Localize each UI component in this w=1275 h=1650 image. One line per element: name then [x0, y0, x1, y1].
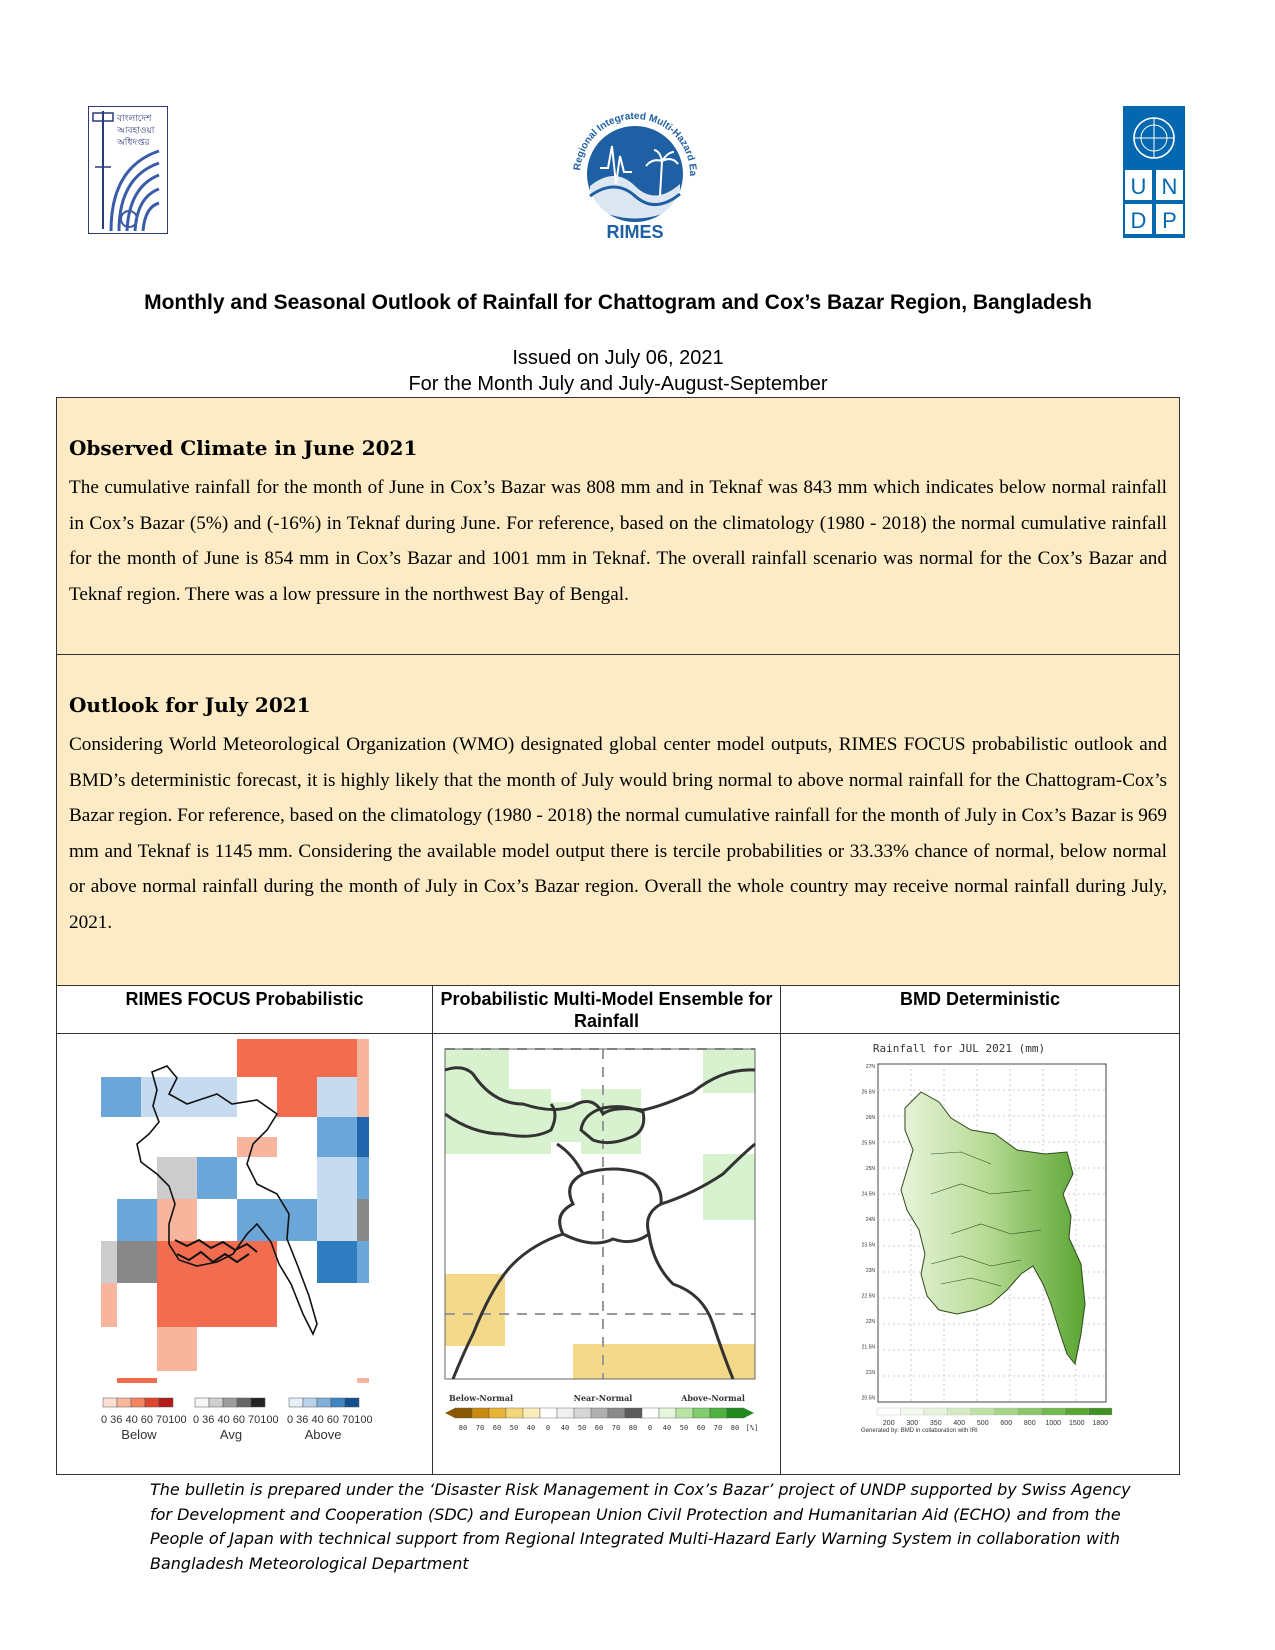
bmd-colorbar-tick: 200 [882, 1420, 895, 1427]
bmd-colorbar-swatch [1018, 1408, 1042, 1415]
bmd-colorbar-tick: 1500 [1068, 1420, 1085, 1427]
bmd-lat-tick: 22.5N [861, 1293, 875, 1300]
bmd-panel-title: BMD Deterministic [781, 986, 1179, 1034]
bmd-lat-tick: 20.5N [861, 1395, 875, 1402]
mme-shaded-areas [445, 1049, 755, 1379]
bmd-lat-tick: 24N [865, 1217, 875, 1223]
undp-letter-d: D [1130, 208, 1147, 233]
bmd-colorbar-tick: 300 [906, 1420, 919, 1427]
focus-legend [101, 1398, 373, 1442]
mme-colorbar-tick: 80 [730, 1424, 740, 1432]
mme-colorbar-tick: 60 [696, 1424, 706, 1432]
mme-panel-title: Probabilistic Multi-Model Ensemble for Rainfall [433, 986, 781, 1034]
mme-colorbar-tick: 80 [628, 1424, 638, 1432]
focus-legend-avg-bar [195, 1398, 265, 1407]
undp-logo-graphic [1123, 106, 1185, 238]
mme-colorbar-arrow-right [744, 1408, 754, 1418]
bmd-lat-tick: 21.5N [861, 1344, 875, 1351]
mme-legend-near-label: Near-Normal [573, 1393, 633, 1403]
mme-colorbar-tick: 60 [594, 1424, 604, 1432]
mme-colorbar-swatch [506, 1408, 523, 1418]
bmd-colorbar [877, 1408, 1112, 1415]
mme-colorbar-tick: 40 [662, 1424, 672, 1432]
bmd-logo-line-1: বাংলাদেশ [117, 114, 152, 124]
focus-legend-above-label: Above [304, 1427, 342, 1442]
mme-colorbar-swatch [642, 1408, 659, 1418]
rimes-logo [560, 106, 710, 246]
bmd-colorbar-swatch [901, 1408, 925, 1415]
undp-letter-n: N [1161, 174, 1178, 199]
observed-body: The cumulative rainfall for the month of June in Cox’s Bazar was 808 mm and in Teknaf was 843 mm which indicates below normal rainfall in Cox’s Bazar (5%) and (-16%) in Teknaf during June. For reference, based on the climatology (1980 - 2018) the normal cumulative rainfall for the month of June is 854 mm in Cox’s Bazar and 1001 mm in Teknaf. The overall rainfall scenario was normal for the Cox’s Bazar and Teknaf region. There was a low pressure in the northwest Bay of Bengal. [69, 477, 1167, 605]
forecast-period: For the Month July and July-August-September [408, 373, 828, 395]
bmd-colorbar-swatch [948, 1408, 972, 1415]
mme-map-cell [433, 1034, 781, 1474]
focus-legend-below-label: Below [121, 1427, 157, 1442]
mme-colorbar-tick: 80 [458, 1424, 468, 1432]
mme-legend [445, 1393, 758, 1432]
undp-letter-u: U [1130, 174, 1147, 199]
bmd-colorbar-tick: 1800 [1092, 1420, 1109, 1427]
mme-colorbar-swatch [727, 1408, 744, 1418]
mme-colorbar-tick: 40 [526, 1424, 536, 1432]
mme-colorbar-tick: 40 [560, 1424, 570, 1432]
bmd-map-cell [781, 1034, 1179, 1474]
mme-colorbar-swatch [625, 1408, 642, 1418]
bmd-colorbar-ticks [883, 1420, 1108, 1427]
mme-colorbar-tick: 50 [679, 1424, 689, 1432]
rimes-logo-graphic [560, 106, 710, 246]
mme-colorbar-swatch [693, 1408, 710, 1418]
mme-colorbar-swatch [710, 1408, 727, 1418]
mme-colorbar-swatch [557, 1408, 574, 1418]
footer-note: The bulletin is prepared under the ‘Disaster Risk Management in Cox’s Bazar’ project of UNDP supported by Swiss Agency for Development and Cooperation (SDC) and European Union Civil Protection and Humanitarian Aid (ECHO) and from the People of Japan with technical support from Regional Integrated Multi-Hazard Early Warning System in collaboration with Bangladesh Meteorological Department [150, 1480, 1131, 1573]
bmd-lat-tick: 26N [865, 1115, 875, 1121]
mme-colorbar-tick: 0 [545, 1424, 551, 1432]
mme-colorbar-swatch [455, 1408, 472, 1418]
mme-legend-above-label: Above-Normal [681, 1393, 745, 1403]
bmd-lat-tick: 27N [865, 1064, 875, 1070]
mme-colorbar-swatch [591, 1408, 608, 1418]
bmd-colorbar-tick: 600 [1000, 1420, 1013, 1427]
focus-grid-cells [101, 1039, 369, 1383]
bmd-latitude-ticks [862, 1064, 876, 1402]
bmd-map-title: Rainfall for JUL 2021 (mm) [872, 1042, 1046, 1055]
issued-date: Issued on July 06, 2021 [512, 347, 724, 369]
focus-legend-avg-ticks: 0 36 40 60 70100 [193, 1414, 279, 1426]
focus-panel-title: RIMES FOCUS Probabilistic [57, 986, 433, 1034]
mme-colorbar-tick: 50 [509, 1424, 519, 1432]
bmd-lat-tick: 22N [865, 1319, 875, 1325]
mme-legend-below-label: Below-Normal [449, 1393, 513, 1403]
bmd-credit: Generated by: BMD in collaboration with IRI [861, 1428, 978, 1434]
bmd-logo-graphic [89, 107, 167, 233]
mme-colorbar-arrow-left [445, 1408, 455, 1418]
bmd-lat-tick: 25N [865, 1166, 875, 1172]
bmd-colorbar-tick: 1000 [1045, 1420, 1062, 1427]
focus-legend-below-bar [103, 1398, 173, 1407]
bmd-lat-tick: 21N [865, 1370, 875, 1376]
bmd-lat-tick: 23.5N [861, 1242, 875, 1249]
bmd-lat-tick: 26.5N [861, 1089, 875, 1096]
focus-legend-below-ticks: 0 36 40 60 70100 [101, 1414, 187, 1426]
bmd-colorbar-swatch [1065, 1408, 1089, 1415]
mme-probability-map [433, 1034, 781, 1474]
bmd-lat-tick: 25.5N [861, 1140, 875, 1147]
bmd-lat-tick: 23N [865, 1268, 875, 1274]
mme-colorbar-tick: 60 [492, 1424, 502, 1432]
bmd-rainfall-map [781, 1034, 1179, 1474]
forecast-maps-table [56, 985, 1180, 1475]
bmd-colorbar-swatch [995, 1408, 1019, 1415]
mme-colorbar [445, 1408, 754, 1418]
mme-colorbar-tick: 70 [475, 1424, 485, 1432]
rimes-ring-text: Regional Integrated Multi-Hazard Ea [572, 110, 699, 177]
focus-map-cell [57, 1034, 433, 1474]
bmd-colorbar-swatch [924, 1408, 948, 1415]
mme-colorbar-tick: 70 [611, 1424, 621, 1432]
bmd-colorbar-swatch [971, 1408, 995, 1415]
focus-legend-above-ticks: 0 36 40 60 70100 [287, 1414, 373, 1426]
page-title: Monthly and Seasonal Outlook of Rainfall for Chattogram and Cox’s Bazar Region, Bangladesh [144, 291, 1092, 314]
mme-colorbar-swatch [608, 1408, 625, 1418]
undp-letter-p: P [1162, 208, 1177, 233]
mme-colorbar-swatch [676, 1408, 693, 1418]
observed-climate-section [56, 397, 1180, 655]
bmd-colorbar-swatch [1042, 1408, 1066, 1415]
mme-colorbar-swatch [659, 1408, 676, 1418]
rimes-name: RIMES [606, 222, 664, 242]
bmd-lat-tick: 24.5N [861, 1191, 875, 1198]
outlook-heading: Outlook for July 2021 [69, 693, 311, 717]
focus-legend-avg-label: Avg [219, 1427, 243, 1442]
outlook-body: Considering World Meteorological Organization (WMO) designated global center model outputs, RIMES FOCUS probabilistic outlook and BMD’s deterministic forecast, it is highly likely that the month of July would bring normal to above normal rainfall for the Chattogram-Cox’s Bazar region. For reference, based on the climatology (1980 - 2018) the normal cumulative rainfall for the month of July in Cox’s Bazar is 969 mm and Teknaf is 1145 mm. Considering the available model output there is tercile probabilities or 33.33% chance of normal, below normal or above normal rainfall during the month of July in Cox’s Bazar region. Overall the whole country may receive normal rainfall during July, 2021. [69, 734, 1167, 933]
mme-colorbar-swatch [489, 1408, 506, 1418]
outlook-section [56, 654, 1180, 986]
mme-colorbar-swatch [574, 1408, 591, 1418]
mme-colorbar-swatch [472, 1408, 489, 1418]
mme-colorbar-swatch [540, 1408, 557, 1418]
undp-logo [1123, 106, 1185, 238]
mme-colorbar-tick: 0 [647, 1424, 653, 1432]
bmd-logo-line-3: অধিদপ্তর [117, 138, 150, 148]
focus-legend-above-bar [289, 1398, 359, 1407]
bmd-colorbar-tick: 800 [1023, 1420, 1036, 1427]
bmd-colorbar-swatch [1089, 1408, 1113, 1415]
mme-colorbar-ticks [459, 1424, 759, 1432]
mme-colorbar-tick: [%] [745, 1424, 759, 1432]
bmd-colorbar-tick: 350 [929, 1420, 942, 1427]
mme-colorbar-tick: 50 [577, 1424, 587, 1432]
focus-probability-map [57, 1034, 433, 1474]
observed-heading: Observed Climate in June 2021 [69, 436, 418, 460]
bmd-colorbar-tick: 400 [953, 1420, 966, 1427]
mme-colorbar-tick: 70 [713, 1424, 723, 1432]
mme-colorbar-swatch [523, 1408, 540, 1418]
bmd-colorbar-tick: 500 [976, 1420, 989, 1427]
bmd-logo-line-2: আবহাওয়া [117, 126, 155, 136]
bmd-colorbar-swatch [877, 1408, 901, 1415]
bmd-logo [88, 106, 168, 234]
